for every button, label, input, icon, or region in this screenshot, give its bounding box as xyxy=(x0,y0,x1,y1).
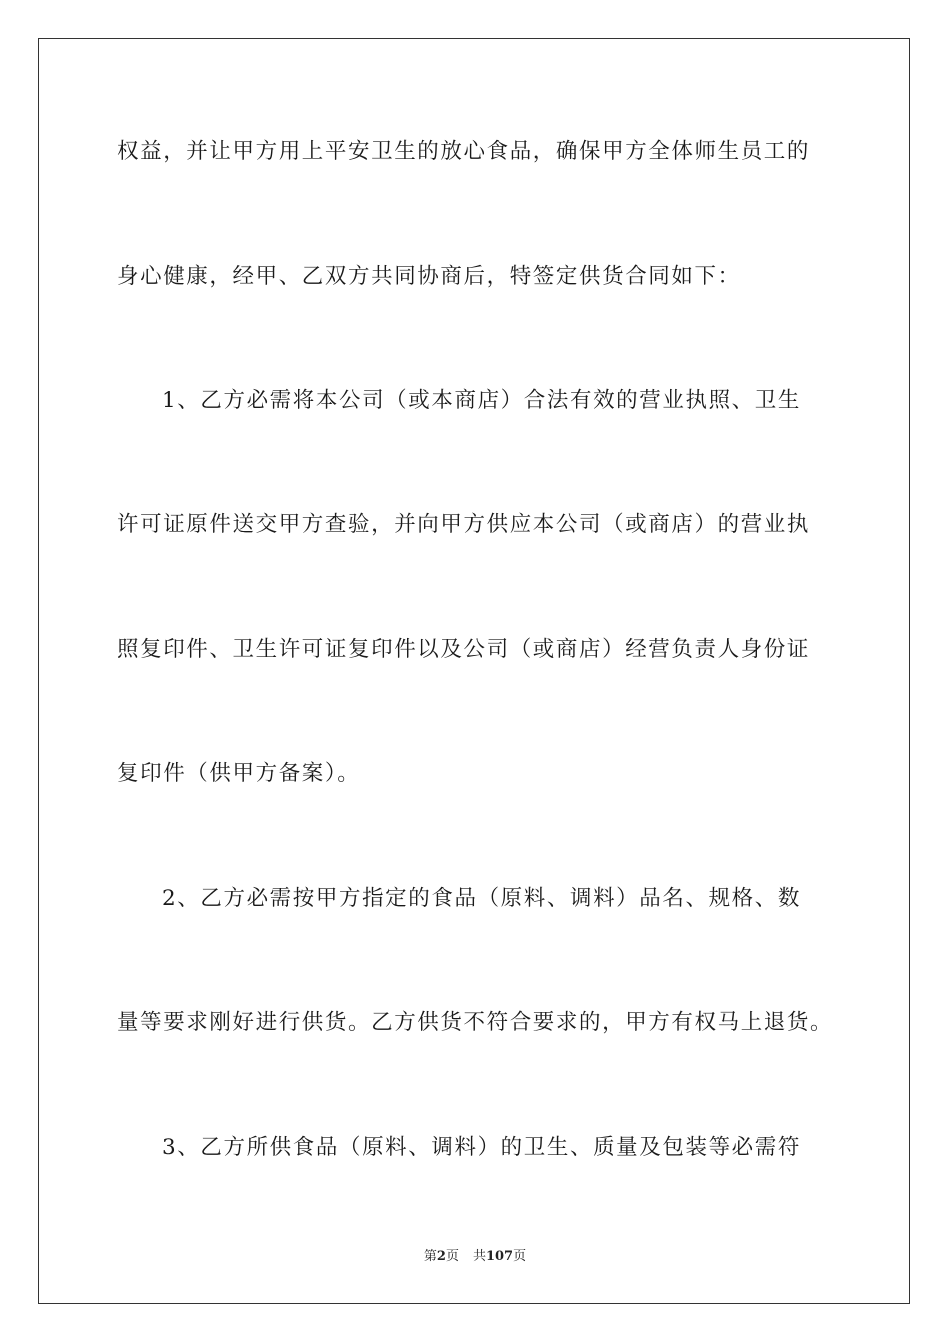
page-suffix: 页 xyxy=(445,1249,459,1264)
clause-2-line-2: 量等要求刚好进行供货。乙方供货不符合要求的，甲方有权马上退货。 xyxy=(117,1010,834,1035)
paragraph-line-2: 身心健康，经甲、乙双方共同协商后，特签定供货合同如下： xyxy=(117,264,741,289)
current-page-number: 2 xyxy=(436,1249,446,1264)
total-page-count: 107 xyxy=(485,1249,514,1264)
clause-1-line-1: 1、乙方必需将本公司（或本商店）合法有效的营业执照、卫生 xyxy=(162,388,801,413)
total-prefix: 共 xyxy=(472,1249,486,1264)
clause-3-line-1: 3、乙方所供食品（原料、调料）的卫生、质量及包装等必需符 xyxy=(162,1135,801,1160)
page-prefix: 第 xyxy=(423,1249,437,1264)
clause-1-line-2: 许可证原件送交甲方查验，并向甲方供应本公司（或商店）的营业执 xyxy=(117,512,811,537)
total-suffix: 页 xyxy=(513,1249,527,1264)
page-footer xyxy=(0,1248,950,1266)
clause-1-line-4: 复印件（供甲方备案）。 xyxy=(117,761,361,786)
clause-1-line-3: 照复印件、卫生许可证复印件以及公司（或商店）经营负责人身份证 xyxy=(117,637,811,662)
clause-2-line-1: 2、乙方必需按甲方指定的食品（原料、调料）品名、规格、数 xyxy=(162,886,801,911)
page-border xyxy=(38,38,910,1304)
paragraph-line-1: 权益，并让甲方用上平安卫生的放心食品，确保甲方全体师生员工的 xyxy=(117,139,811,164)
